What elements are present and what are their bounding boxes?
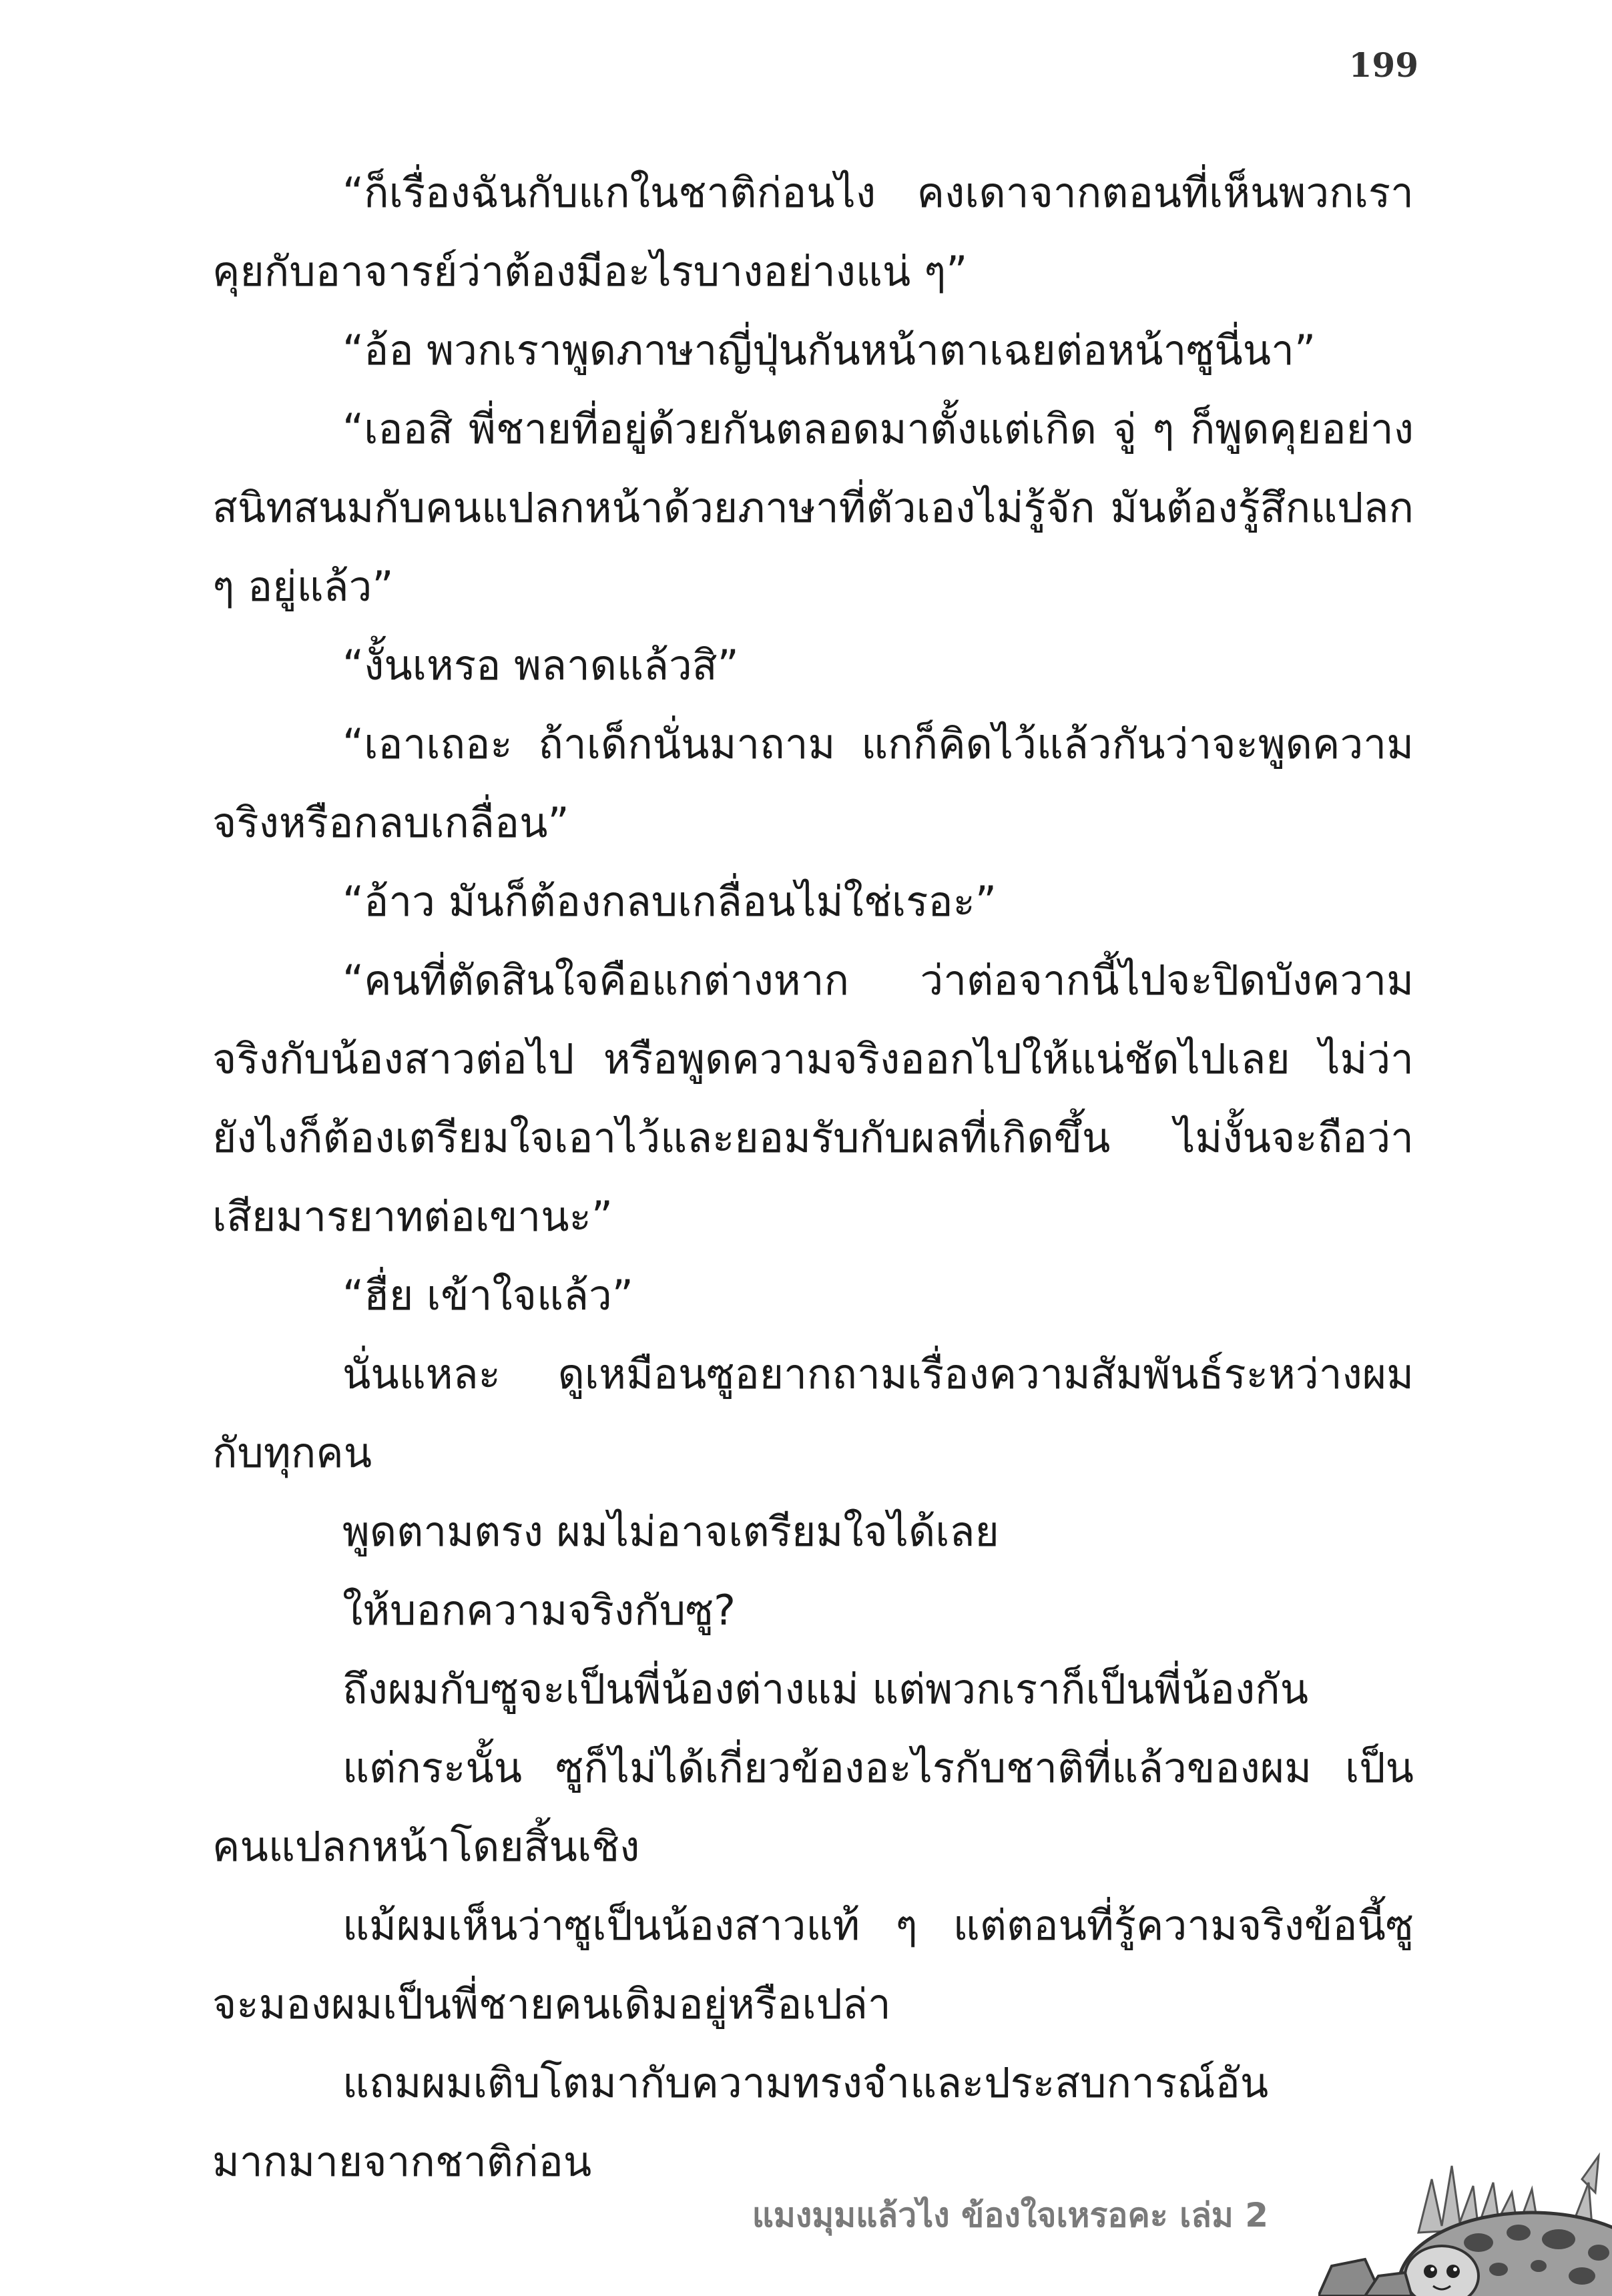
running-footer-title: แมงมุมแล้วไง ข้องใจเหรอคะ เล่ม 2: [752, 2196, 1268, 2235]
paragraph: “อ้อ พวกเราพูดภาษาญี่ปุ่นกันหน้าตาเฉยต่อหน้าซูนี่นา”: [342, 326, 1316, 374]
paragraph: “อ้าว มันก็ต้องกลบเกลื่อนไม่ใช่เรอะ”: [342, 877, 997, 926]
paragraph: “ก็เรื่องฉันกับแกในชาติก่อนไง คงเดาจากตอนที่เห็นพวกเราคุยกับอาจารย์ว่าต้องมีอะไรบางอย่างแน่ ๆ”: [212, 168, 1414, 296]
paragraph: แถมผมเติบโตมากับความทรงจำและประสบการณ์อันมากมายจากชาติก่อน: [212, 2058, 1269, 2186]
paragraph: พูดตามตรง ผมไม่อาจเตรียมใจได้เลย: [342, 1507, 999, 1556]
paragraph: นั่นแหละ ดูเหมือนซูอยากถามเรื่องความสัมพันธ์ระหว่างผมกับทุกคน: [212, 1350, 1414, 1477]
paragraph: “เออสิ พี่ชายที่อยู่ด้วยกันตลอดมาตั้งแต่เกิด จู่ ๆ ก็พูดคุยอย่างสนิทสนมกับคนแปลกหน้าด้วยภาษาที่ตัวเองไม่รู้จัก มันต้องรู้สึกแปลก ๆ อยู่แล้ว”: [212, 404, 1414, 611]
paragraph: ถึงผมกับซูจะเป็นพี่น้องต่างแม่ แต่พวกเราก็เป็นพี่น้องกัน: [342, 1665, 1309, 1713]
paragraph: แม้ผมเห็นว่าซูเป็นน้องสาวแท้ ๆ แต่ตอนที่รู้ความจริงข้อนี้ซูจะมองผมเป็นพี่ชายคนเดิมอยู่หรือเปล่า: [212, 1901, 1414, 2028]
page-number: 199: [1348, 45, 1418, 85]
paragraph: “คนที่ตัดสินใจคือแกต่างหาก ว่าต่อจากนี้ไปจะปิดบังความจริงกับน้องสาวต่อไป หรือพูดความจริงออกไปให้แน่ชัดไปเลย ไม่ว่ายังไงก็ต้องเตรียมใจเอาไว้และยอมรับกับผลที่เกิดขึ้น ไม่งั้นจะถือว่าเสียมารยาทต่อเขานะ”: [212, 956, 1414, 1241]
paragraph: “ฮื่ย เข้าใจแล้ว”: [342, 1271, 633, 1320]
paragraph: “เอาเถอะ ถ้าเด็กนั่นมาถาม แกก็คิดไว้แล้วกันว่าจะพูดความจริงหรือกลบเกลื่อน”: [212, 720, 1414, 847]
spider-creature-icon: [1318, 2152, 1612, 2296]
paragraph: แต่กระนั้น ซูก็ไม่ได้เกี่ยวข้องอะไรกับชาติที่แล้วของผม เป็นคนแปลกหน้าโดยสิ้นเชิง: [212, 1743, 1414, 1871]
body-text: [212, 154, 1414, 2201]
page-footer: [0, 2152, 1612, 2296]
paragraph: “งั้นเหรอ พลาดแล้วสิ”: [342, 641, 739, 689]
paragraph: ให้บอกความจริงกับซู?: [342, 1586, 736, 1635]
